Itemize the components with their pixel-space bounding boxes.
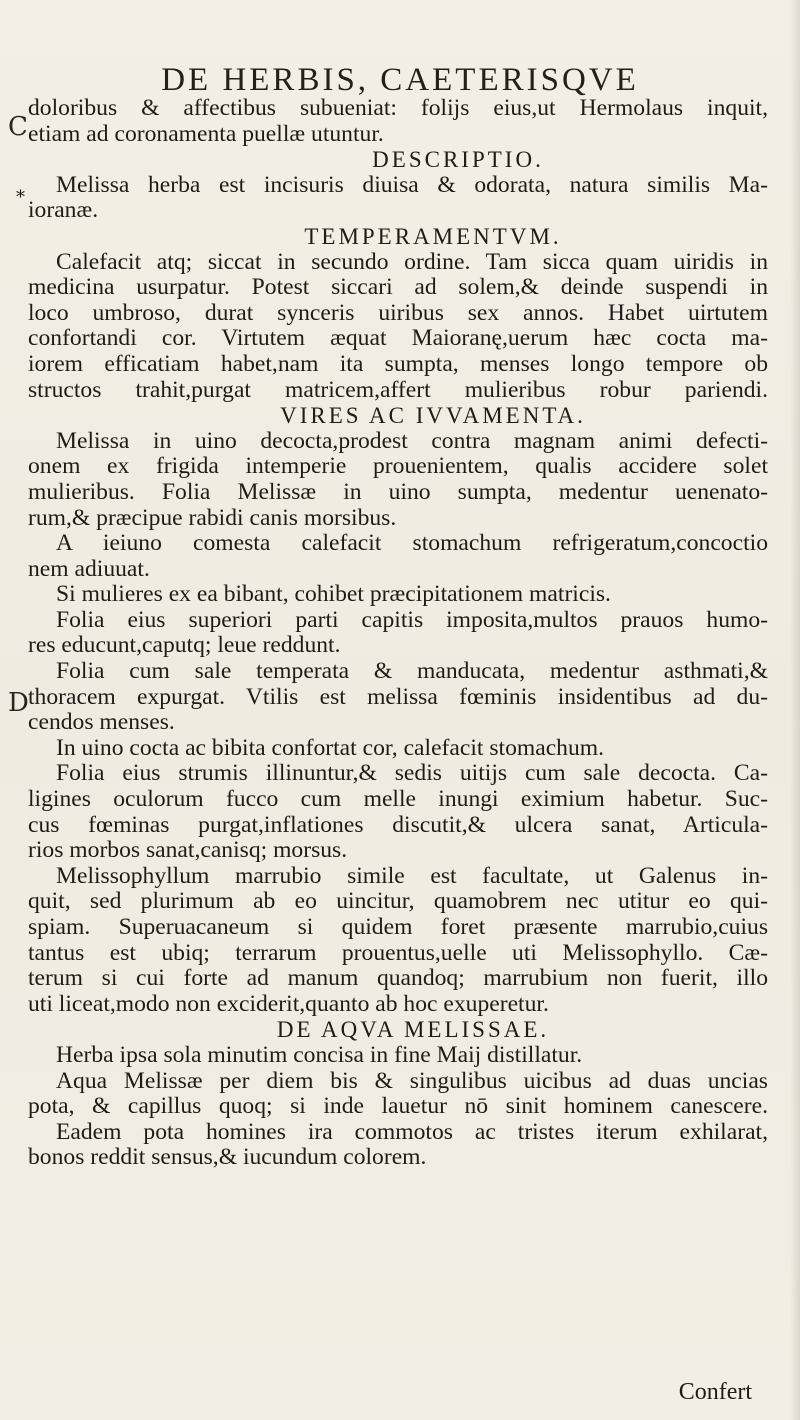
section-heading-descriptio: DESCRIPTIO. [372,147,544,173]
section-heading-vires: VIRES AC IVVAMENTA. [280,403,586,429]
text-line: nem adiuuat. [28,556,150,582]
text-line: Folia eius superiori parti capitis imposita,multos prauos humo- [56,607,768,633]
text-line: uti liceat,modo non exciderit,quanto ab hoc exuperetur. [28,991,549,1017]
body-text [28,96,768,1171]
running-head: DE HERBIS, CAETERISQVE [161,62,639,98]
text-line: Melissa in uino decocta,prodest contra magnam animi defecti- [56,428,768,454]
text-line: res educunt,caputq; leue reddunt. [28,633,341,659]
text-line: cus fœminas purgat,inflationes discutit,& ulcera sanat, Articula- [28,812,768,838]
text-line: spiam. Superuacaneum si quidem foret præsente marrubio,cuius [28,915,768,940]
text-line: structos trahit,purgat matricem,affert mulieribus robur pariendi. [28,377,768,403]
section-heading-aqua: DE AQVA MELISSAE. [276,1017,550,1043]
text-line: Calefacit atq; siccat in secundo ordine. Tam sicca quam uiridis in [56,249,768,275]
text-line: In uino cocta ac bibita confortat cor, calefacit stomachum. [56,735,605,761]
text-line: A ieiuno comesta calefacit stomachum refrigeratum,concoctio [56,531,768,557]
text-line: onem ex frigida intemperie prouenientem, qualis accidere solet [28,454,768,480]
text-line: doloribus & affectibus subueniat: folijs eius,ut Hermolaus inquit, [28,96,768,121]
text-line: medicina usurpatur. Potest siccari ad solem,& deinde suspendi in [28,275,768,301]
text-line: terum si cui forte ad manum quandoq; marrubium non fuerit, illo [28,966,768,992]
text-line: rum,& præcipue rabidi canis morsibus. [28,505,397,531]
page-edge-shadow [790,0,800,1420]
text-line: Eadem pota homines ira commotos ac tristes iterum exhilarat, [56,1119,768,1145]
catchword: Confert [678,1379,752,1405]
text-line: ligines oculorum fucco cum melle inungi eximium habetur. Suc- [28,787,768,813]
text-line: confortandi cor. Virtutem æquat Maioranę,uerum hæc cocta ma- [28,326,768,352]
text-line: Aqua Melissæ per diem bis & singulibus uicibus ad duas uncias [56,1068,768,1094]
margin-letter-lower: D [8,688,29,718]
text-line: mulieribus. Folia Melissæ in uino sumpta, medentur uenenato- [28,479,768,505]
text-line: iorem efficatiam habet,nam ita sumpta, menses longo tempore ob [28,351,768,377]
text-line: Folia cum sale temperata & manducata, medentur asthmati,& [56,659,768,685]
text-line: tantus est ubiq; terrarum prouentus,uelle uti Melissophyllo. Cæ- [28,940,768,966]
text-line: Folia eius strumis illinuntur,& sedis uitijs cum sale decocta. Ca- [56,761,768,787]
text-line: ioranæ. [28,198,99,224]
text-line: cendos menses. [28,710,175,736]
text-line: Herba ipsa sola minutim concisa in fine Maij distillatur. [56,1042,583,1068]
text-line: etiam ad coronamenta puellæ utuntur. [28,121,384,147]
text-line: Si mulieres ex ea bibant, cohibet præcipitationem matricis. [56,582,611,608]
ornament-star: * [16,187,25,208]
text-line: Melissa herba est incisuris diuisa & odorata, natura similis Ma- [56,172,768,198]
text-line: quit, sed plurimum ab eo uincitur, quamobrem nec utitur eo qui- [28,889,768,915]
text-line: pota, & capillus quoq; si inde lauetur nō sinit hominem canescere. [28,1094,768,1120]
text-line: bonos reddit sensus,& iucundum colorem. [28,1145,427,1171]
margin-letter-upper: C [8,112,28,142]
text-line: loco umbroso, durat synceris uiribus sex annos. Habet uirtutem [28,300,768,326]
text-line: thoracem expurgat. Vtilis est melissa fœminis insidentibus ad du- [28,684,768,710]
text-line: Melissophyllum marrubio simile est facultate, ut Galenus in- [56,863,768,889]
text-line: rios morbos sanat,canisq; morsus. [28,838,348,864]
section-heading-temperamentum: TEMPERAMENTVM. [304,223,562,249]
